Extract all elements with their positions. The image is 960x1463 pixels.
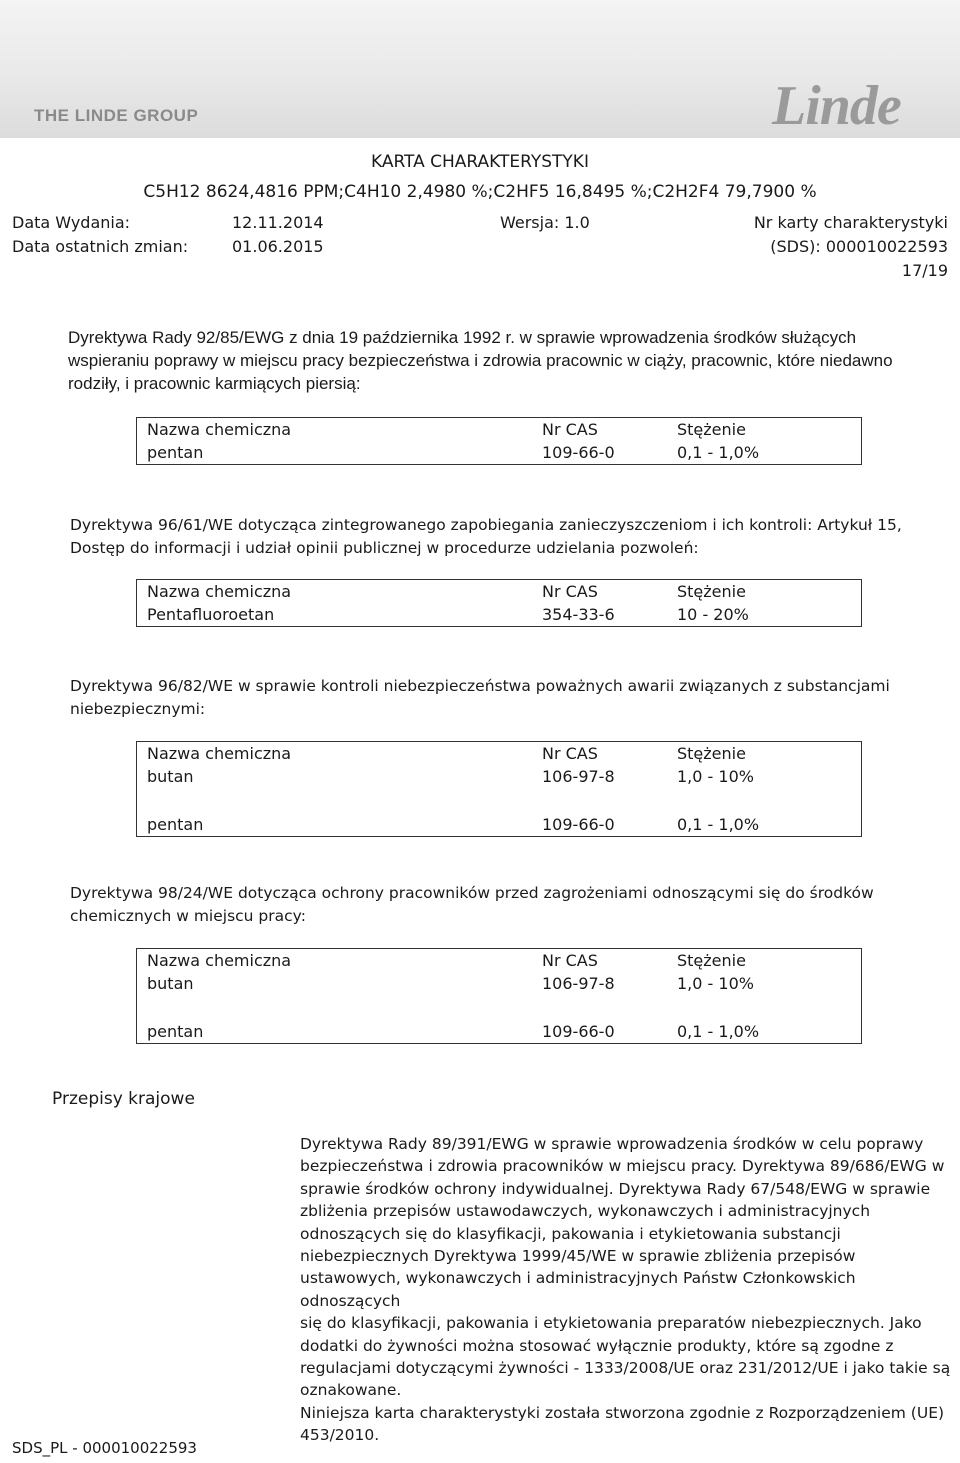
header-cas: Nr CAS: [542, 420, 598, 439]
section-heading: Dyrektywa 98/24/WE dotycząca ochrony pracowników przed zagrożeniami odnoszącymi się do środków chemicznych w miejscu pracy:: [70, 884, 874, 925]
concentration: 0,1 - 1,0%: [677, 815, 760, 834]
table-header-row: [137, 949, 862, 973]
header-cas: Nr CAS: [542, 744, 598, 763]
chemical-name: butan: [147, 974, 194, 993]
cas-number: 354-33-6: [542, 605, 615, 624]
chemical-table: [136, 417, 862, 465]
section-heading: Dyrektywa Rady 92/85/EWG z dnia 19 października 1992 r. w sprawie wprowadzenia środków służących wspieraniu poprawy w miejscu pracy bezpieczeństwa i zdrowia pracownic w ciąży, pracownic, które niedawno rodziły, i pracownic karmiących piersią:: [68, 328, 893, 393]
chemical-table: [136, 741, 862, 837]
document-title: KARTA CHARAKTERYSTYKI: [371, 152, 589, 172]
sds-number: (SDS): 000010022593: [770, 237, 948, 256]
cas-number: 109-66-0: [542, 815, 615, 834]
section-heading: Dyrektywa 96/61/WE dotycząca zintegrowanego zapobiegania zanieczyszczeniom i ich kontroli: Artykuł 15, Dostęp do informacji i udział opinii publicznej w procedurze udzielania pozwoleń:: [70, 516, 902, 557]
chemical-name: pentan: [147, 1022, 204, 1041]
header-name: Nazwa chemiczna: [147, 744, 292, 763]
header-name: Nazwa chemiczna: [147, 951, 292, 970]
concentration: 1,0 - 10%: [677, 974, 754, 993]
header-concentration: Stężenie: [677, 744, 746, 763]
header-concentration: Stężenie: [677, 951, 746, 970]
table-header-row: [137, 742, 862, 766]
header-concentration: Stężenie: [677, 582, 746, 601]
version: Wersja: 1.0: [500, 213, 590, 232]
table-row: [137, 765, 862, 788]
chemical-name: pentan: [147, 815, 204, 834]
last-change-date: 01.06.2015: [232, 237, 324, 256]
cas-number: 106-97-8: [542, 767, 615, 786]
footer-sds-id: SDS_PL - 000010022593: [12, 1439, 197, 1457]
national-regulations-label: Przepisy krajowe: [52, 1089, 195, 1109]
chemical-name: pentan: [147, 443, 204, 462]
table-row: [137, 788, 862, 837]
concentration: 0,1 - 1,0%: [677, 443, 760, 462]
page-number: 17/19: [901, 261, 948, 280]
chemical-name: butan: [147, 767, 194, 786]
table-row: [137, 972, 862, 995]
chemical-table: [136, 948, 862, 1044]
table-row: [137, 603, 862, 627]
last-change-label: Data ostatnich zmian:: [12, 237, 189, 256]
sds-label: Nr karty charakterystyki: [753, 213, 948, 232]
header-name: Nazwa chemiczna: [147, 582, 292, 601]
header-concentration: Stężenie: [677, 420, 746, 439]
chemical-table: [136, 579, 862, 627]
cas-number: 106-97-8: [542, 974, 615, 993]
table-header-row: [137, 580, 862, 604]
table-row: [137, 441, 862, 465]
section-heading: Dyrektywa 96/82/WE w sprawie kontroli niebezpieczeństwa poważnych awarii związanych z substancjami niebezpiecznymi:: [70, 677, 890, 718]
cas-number: 109-66-0: [542, 443, 615, 462]
table-header-row: [137, 418, 862, 442]
header-name: Nazwa chemiczna: [147, 420, 292, 439]
table-row: [137, 995, 862, 1044]
brand-logo: Linde: [772, 75, 901, 137]
header-banner: [0, 0, 960, 138]
header-cas: Nr CAS: [542, 951, 598, 970]
issue-date: 12.11.2014: [232, 213, 324, 232]
concentration: 1,0 - 10%: [677, 767, 754, 786]
concentration: 0,1 - 1,0%: [677, 1022, 760, 1041]
national-regulations-text: Dyrektywa Rady 89/391/EWG w sprawie wprowadzenia środków w celu poprawy bezpieczeństwa i zdrowia pracowników w miejscu pracy. Dyrektywa 89/686/EWG w sprawie środków ochrony indywidualnej. Dyrektywa Rady 67/548/EWG w sprawie zbliżenia przepisów ustawodawczych, wykonawczych i administracyjnych odnoszących się do klasyfikacji, pakowania i etykietowania substancji niebezpiecznych Dyrektywa 1999/45/WE w sprawie zbliżenia przepisów ustawowych, wykonawczych i administracyjnych Państw Członkowskich odnoszących się do klasyfikacji, pakowania i etykietowania preparatów niebezpiecznych. Jako dodatki do żywności można stosować wyłącznie produkty, które są zgodne z regulacjami dotyczącymi żywności - 1333/2008/UE oraz 231/2012/UE i jako takie są oznakowane. Niniejsza karta charakterystyki została stworzona zgodnie z Rozporządzeniem (UE) 453/2010.: [300, 1135, 951, 1445]
document-subtitle: C5H12 8624,4816 PPM;C4H10 2,4980 %;C2HF5 16,8495 %;C2H2F4 79,7900 %: [143, 182, 817, 202]
chemical-name: Pentafluoroetan: [147, 605, 275, 624]
concentration: 10 - 20%: [677, 605, 749, 624]
cas-number: 109-66-0: [542, 1022, 615, 1041]
group-logo: THE LINDE GROUP: [34, 106, 199, 125]
header-cas: Nr CAS: [542, 582, 598, 601]
issue-date-label: Data Wydania:: [12, 213, 131, 232]
